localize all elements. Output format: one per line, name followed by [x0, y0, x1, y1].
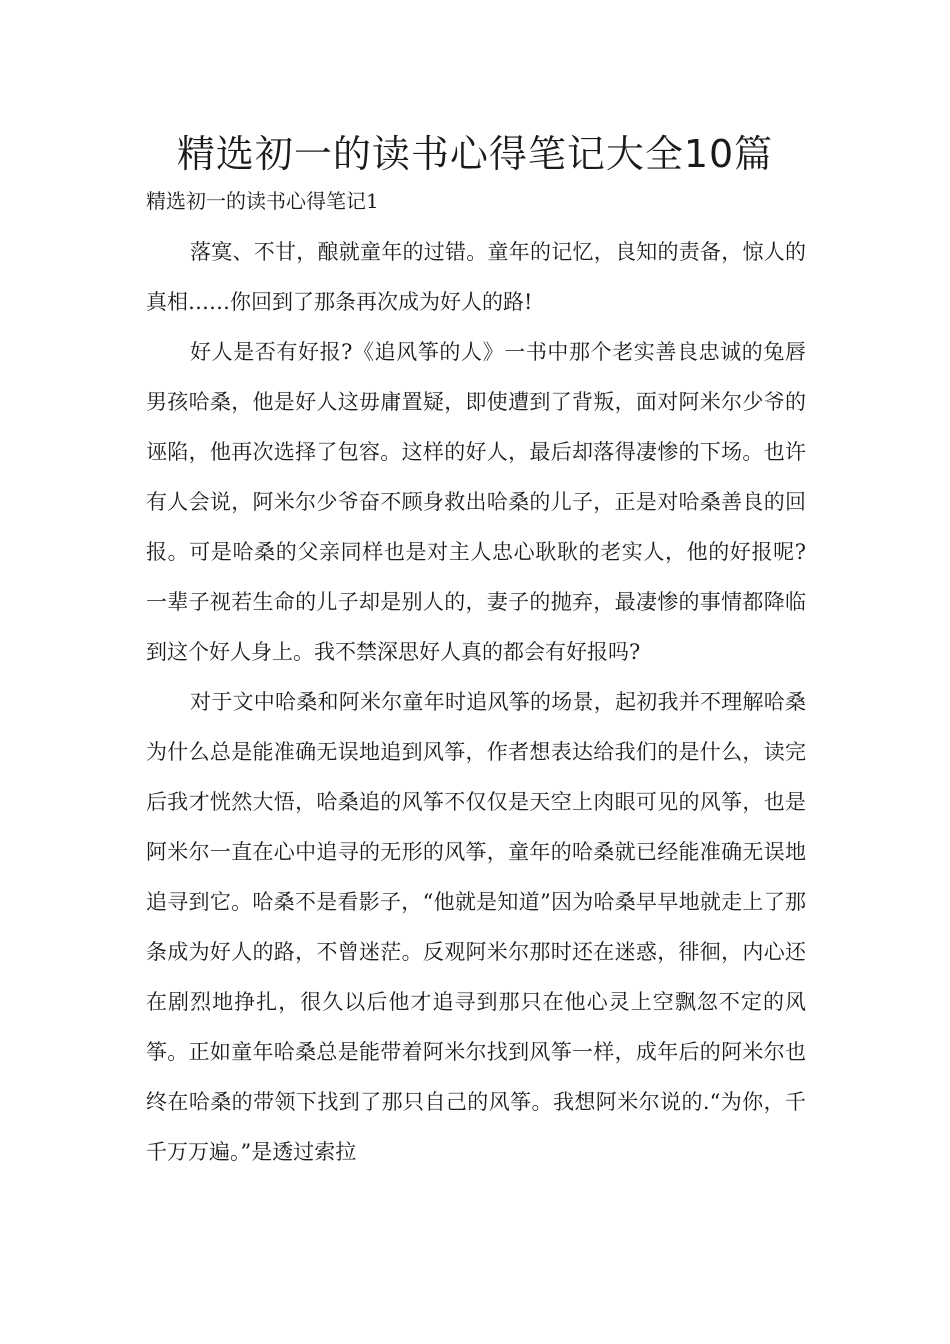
- paragraph-1: 落寞、不甘，酿就童年的过错。童年的记忆，良知的责备，惊人的真相……你回到了那条再次成为好人的路!: [146, 240, 806, 314]
- section-heading: 精选初一的读书心得笔记1: [146, 189, 379, 213]
- paragraph-3: 对于文中哈桑和阿米尔童年时追风筝的场景，起初我并不理解哈桑为什么总是能准确无误地追到风筝，作者想表达给我们的是什么，读完后我才恍然大悟，哈桑追的风筝不仅仅是天空上肉眼可见的风筝，也是阿米尔一直在心中追寻的无形的风筝，童年的哈桑就已经能准确无误地追寻到它。哈桑不是看影子，“他就是知道”因为哈桑早早地就走上了那条成为好人的路，不曾迷茫。反观阿米尔那时还在迷惑，徘徊，内心还在剧烈地挣扎，很久以后他才追寻到那只在他心灵上空飘忽不定的风筝。正如童年哈桑总是能带着阿米尔找到风筝一样，成年后的阿米尔也终在哈桑的带领下找到了那只自己的风筝。我想阿米尔说的.“为你，千千万万遍。”是透过索拉: [146, 690, 806, 1164]
- document-title: 精选初一的读书心得笔记大全10篇: [176, 132, 774, 176]
- body-text: [146, 227, 806, 1177]
- paragraph-2: 好人是否有好报?《追风筝的人》一书中那个老实善良忠诚的兔唇男孩哈桑，他是好人这毋庸置疑，即使遭到了背叛，面对阿米尔少爷的诬陷，他再次选择了包容。这样的好人，最后却落得凄惨的下场。也许有人会说，阿米尔少爷奋不顾身救出哈桑的儿子，正是对哈桑善良的回报。可是哈桑的父亲同样也是对主人忠心耿耿的老实人，他的好报呢?一辈子视若生命的儿子却是别人的，妻子的抛弃，最凄惨的事情都降临到这个好人身上。我不禁深思好人真的都会有好报吗?: [146, 340, 806, 664]
